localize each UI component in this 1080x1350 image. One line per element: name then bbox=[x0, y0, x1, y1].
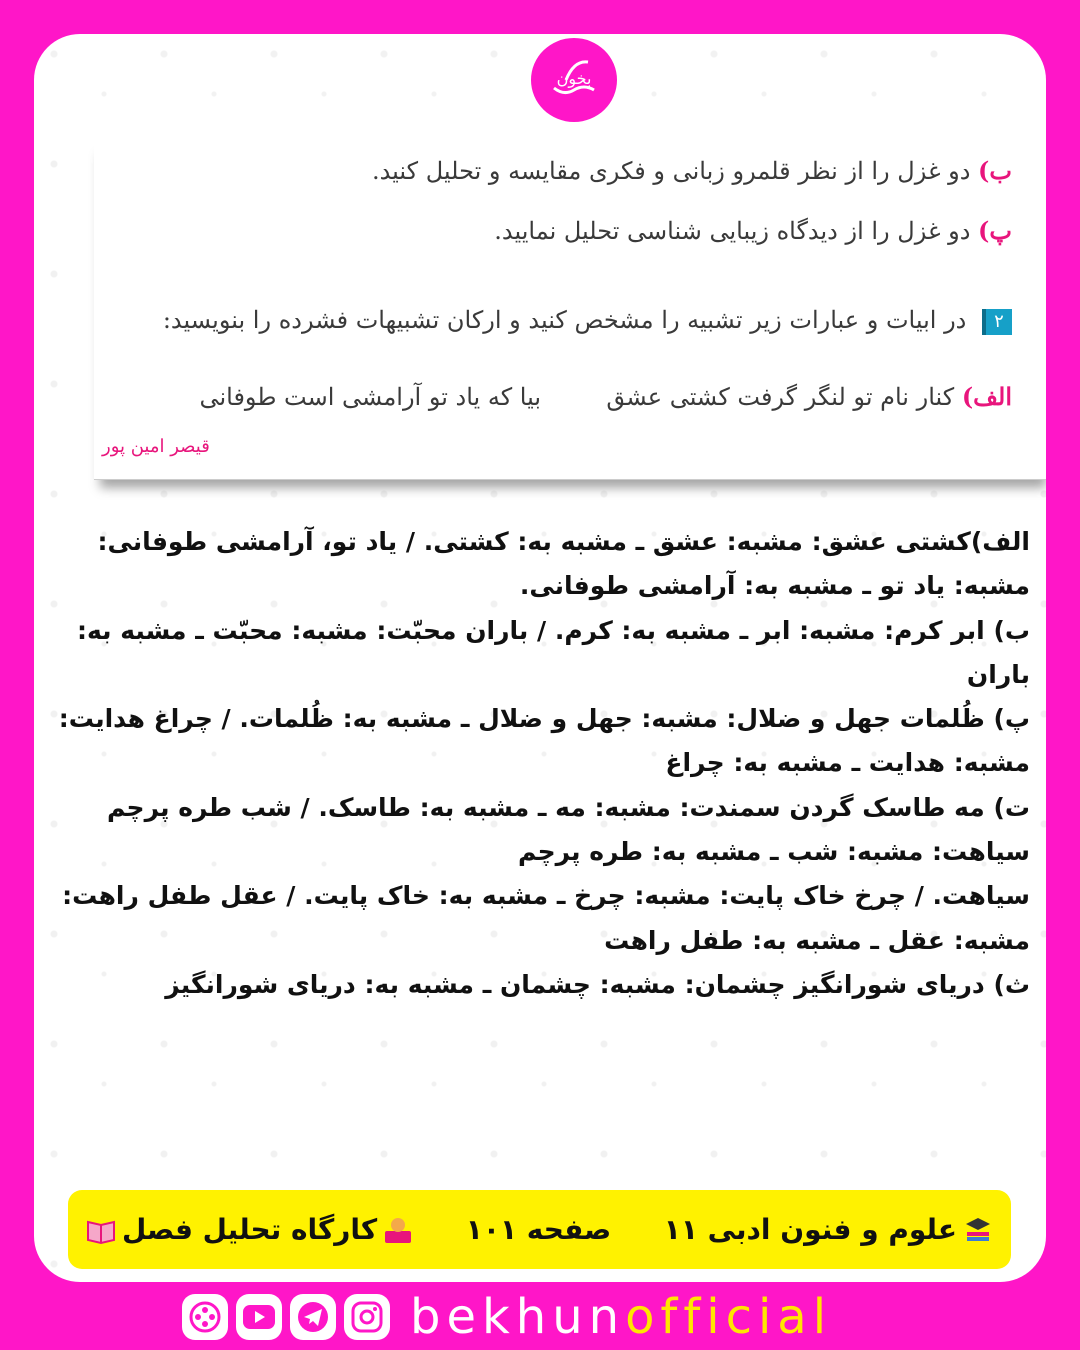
teacher-icon bbox=[383, 1215, 413, 1245]
brand-handle[interactable] bbox=[410, 1290, 832, 1344]
film-reel-icon[interactable] bbox=[182, 1294, 228, 1340]
line-p-text: دو غزل را از دیدگاه زیبایی شناسی تحلیل نمایید. bbox=[494, 217, 971, 245]
brand-part-2: official bbox=[625, 1289, 833, 1345]
answer-be: ب) ابر کرم: مشبه: ابر ـ مشبه به: کرم. / باران محبّت: مشبه: محبّت ـ مشبه به: باران bbox=[77, 615, 1030, 689]
logo-text: بخون bbox=[556, 69, 592, 88]
youtube-icon[interactable] bbox=[236, 1294, 282, 1340]
footer-chapter bbox=[86, 1213, 413, 1246]
telegram-icon[interactable] bbox=[290, 1294, 336, 1340]
footer-page-text: صفحه ۱۰۱ bbox=[465, 1213, 612, 1246]
instagram-icon[interactable] bbox=[344, 1294, 390, 1340]
excerpt-line-b bbox=[372, 156, 1012, 185]
verse-marker: الف) bbox=[961, 382, 1012, 411]
books-graduation-icon bbox=[963, 1215, 993, 1245]
line-p-marker: پ) bbox=[978, 216, 1012, 245]
line-b-marker: ب) bbox=[978, 156, 1012, 185]
verse-hemistich-1: کنار نام تو لنگر گرفت کشتی عشق bbox=[606, 383, 955, 411]
social-strip bbox=[182, 1290, 832, 1344]
footer-info-bar bbox=[68, 1190, 1011, 1269]
brand-part-1: bekhun bbox=[410, 1289, 626, 1345]
question-text: در ابیات و عبارات زیر تشبیه را مشخص کنید و ارکان تشبیهات فشرده را بنویسید: bbox=[162, 306, 967, 334]
excerpt-line-p bbox=[494, 216, 1012, 245]
answer-alef: الف)کشتی عشق: مشبه: عشق ـ مشبه به: کشتی. / یاد تو، آرامشی طوفانی: مشبه: یاد تو ـ مشبه به: آرامشی طوفانی. bbox=[97, 527, 1030, 601]
line-b-text: دو غزل را از نظر قلمرو زبانی و فکری مقایسه و تحلیل کنید. bbox=[371, 157, 971, 185]
question-number: ۲ bbox=[982, 309, 1012, 335]
footer-chapter-text: کارگاه تحلیل فصل bbox=[122, 1213, 378, 1246]
answer-pe: پ) ظُلمات جهل و ضلال: مشبه: جهل و ضلال ـ مشبه به: ظُلمات. / چراغ هدایت: مشبه: هدایت ـ مشبه به: چراغ bbox=[58, 704, 1030, 778]
footer-subject-text: علوم و فنون ادبی ۱۱ bbox=[663, 1213, 957, 1246]
question-line bbox=[163, 306, 1012, 335]
textbook-excerpt bbox=[94, 134, 1046, 480]
answer-te: ت) مه طاسک گردن سمندت: مشبه: مه ـ مشبه به: طاسک. / شب طره پرچم سیاهت: مشبه: شب ـ مشبه به: طره پرچم bbox=[106, 792, 1030, 867]
answer-te-cont: سیاهت. / چرخ خاک پایت: مشبه: چرخ ـ مشبه به: خاک پایت. / عقل طفل راهت: مشبه: عقل ـ مشبه به: طفل راهت bbox=[62, 881, 1030, 955]
verse-hemistich-2: بیا که یاد تو آرامشی است طوفانی bbox=[199, 383, 542, 411]
poet-name: قیصر امین پور bbox=[102, 436, 210, 457]
footer-subject bbox=[664, 1213, 993, 1246]
bekhun-logo bbox=[527, 34, 621, 126]
footer-page bbox=[466, 1213, 611, 1246]
answer-se: ث) دریای شورانگیز چشمان: مشبه: چشمان ـ مشبه به: دریای شورانگیز bbox=[165, 969, 1030, 999]
answer-text bbox=[45, 520, 1030, 1007]
verse-line bbox=[199, 382, 1012, 411]
open-book-icon bbox=[86, 1215, 116, 1245]
